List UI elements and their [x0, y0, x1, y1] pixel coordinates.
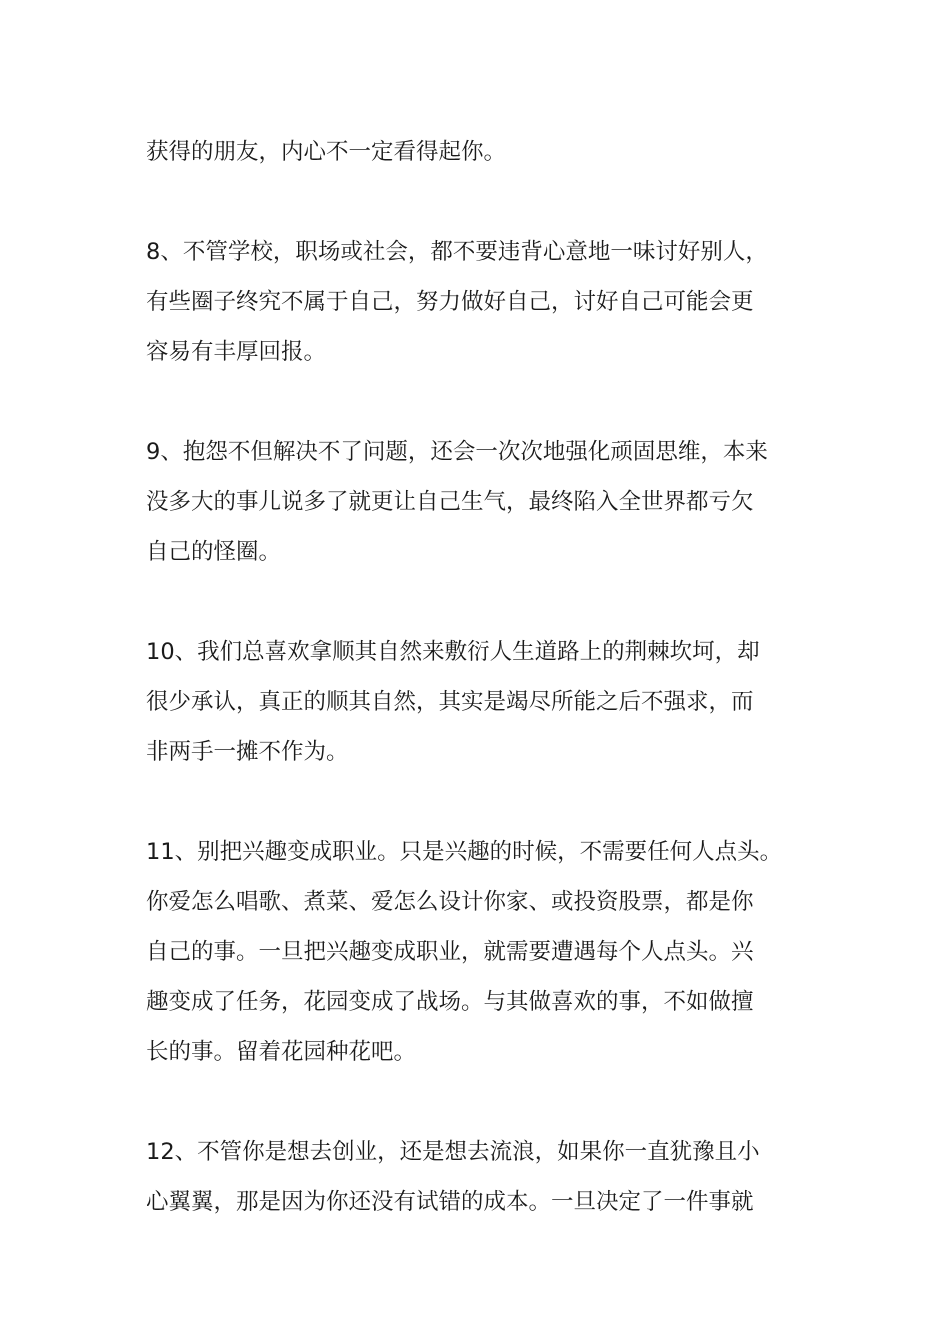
text-line: 有些圈子终究不属于自己，努力做好自己，讨好自己可能会更 — [146, 289, 754, 315]
text-line: 自己的怪圈。 — [146, 539, 282, 565]
text-line: 12、不管你是想去创业，还是想去流浪，如果你一直犹豫且小 — [146, 1139, 760, 1165]
text-line: 获得的朋友，内心不一定看得起你。 — [146, 139, 507, 165]
text-line: 9、抱怨不但解决不了问题，还会一次次地强化顽固思维，本来 — [146, 439, 768, 465]
paragraph-item-8 — [146, 227, 816, 377]
text-line: 心翼翼，那是因为你还没有试错的成本。一旦决定了一件事就 — [146, 1189, 754, 1215]
text-line: 趣变成了任务，花园变成了战场。与其做喜欢的事，不如做擅 — [146, 989, 754, 1015]
text-line: 你爱怎么唱歌、煮菜、爱怎么设计你家、或投资股票，都是你 — [146, 889, 754, 915]
text-line: 10、我们总喜欢拿顺其自然来敷衍人生道路上的荆棘坎坷，却 — [146, 639, 760, 665]
paragraph-item-11 — [146, 827, 816, 1077]
text-line: 长的事。留着花园种花吧。 — [146, 1039, 417, 1065]
paragraph-continuation — [146, 127, 816, 177]
document-body — [146, 127, 816, 1277]
text-line: 非两手一摊不作为。 — [146, 739, 349, 765]
text-line: 容易有丰厚回报。 — [146, 339, 327, 365]
text-line: 没多大的事儿说多了就更让自己生气，最终陷入全世界都亏欠 — [146, 489, 754, 515]
paragraph-item-12 — [146, 1127, 816, 1227]
paragraph-item-9 — [146, 427, 816, 577]
text-line: 11、别把兴趣变成职业。只是兴趣的时候，不需要任何人点头。 — [146, 839, 783, 865]
text-line: 8、不管学校，职场或社会，都不要违背心意地一味讨好别人， — [146, 239, 768, 265]
text-line: 很少承认，真正的顺其自然，其实是竭尽所能之后不强求，而 — [146, 689, 754, 715]
text-line: 自己的事。一旦把兴趣变成职业，就需要遭遇每个人点头。兴 — [146, 939, 754, 965]
paragraph-item-10 — [146, 627, 816, 777]
